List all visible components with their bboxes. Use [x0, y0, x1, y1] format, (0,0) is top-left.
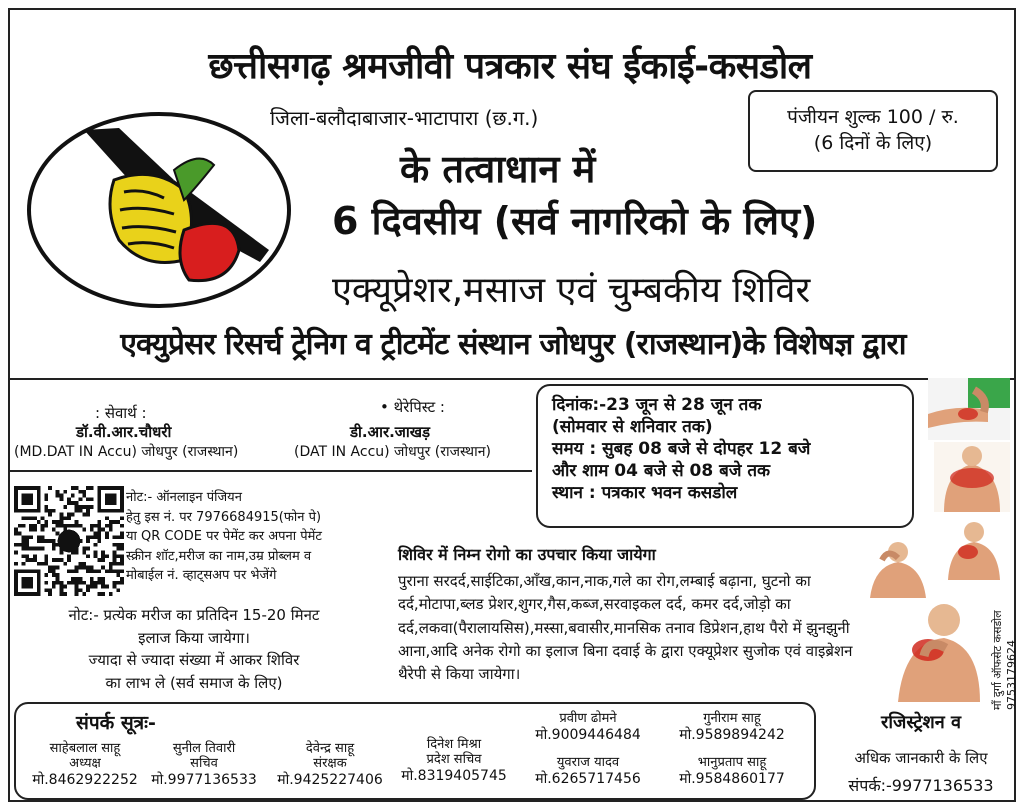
registration-subtitle: अधिक जानकारी के लिए — [854, 749, 988, 767]
registration-box — [826, 702, 1016, 802]
contact-phone[interactable]: मो.9589894242 — [679, 726, 785, 743]
days-heading: 6 दिवसीय (सर्व नागरिको के लिए) — [332, 199, 818, 243]
fee-line-1: पंजीयन शुल्क 100 / रु. — [787, 106, 959, 129]
contact-person — [524, 756, 652, 787]
district-text: जिला-बलौदाबाजार-भाटापारा (छ.ग.) — [270, 106, 539, 130]
back-pain-image — [938, 520, 1010, 580]
payment-note-line-3: या QR CODE पर पेमेंट कर अपना पेमेंट — [126, 529, 322, 544]
contact-role: सचिव — [190, 755, 218, 771]
divider — [10, 470, 532, 472]
registration-phone[interactable]: संपर्क:-9977136533 — [848, 776, 994, 795]
contact-role: प्रदेश सचिव — [426, 751, 482, 767]
printer-credit: माँ दुर्गा ऑफसेट कसडोल 9753179624 — [991, 610, 1018, 710]
contact-name: प्रवीण ढोमने — [559, 711, 617, 726]
contact-phone[interactable]: मो.8462922252 — [32, 771, 138, 788]
contact-name: दिनेश मिश्रा — [426, 737, 482, 752]
contact-person — [668, 712, 796, 743]
contact-phone[interactable]: मो.9584860177 — [679, 770, 785, 787]
schedule-days: (सोमवार से शनिवार तक) — [552, 417, 713, 438]
schedule-time-2: और शाम 04 बजे से 08 बजे तक — [552, 461, 771, 482]
contact-role: संरक्षक — [313, 755, 347, 771]
contact-person — [524, 712, 652, 743]
payment-note-line-1: नोट:- ऑनलाइन पंजियन — [126, 490, 242, 505]
contact-name: साहेबलाल साहू — [49, 741, 121, 756]
contact-person — [668, 756, 796, 787]
schedule-time-1: समय : सुबह 08 बजे से दोपहर 12 बजे — [552, 439, 811, 460]
sevarth-label: : सेवार्थ : — [95, 404, 147, 422]
contact-role: अध्यक्ष — [69, 755, 101, 771]
arm-massage-image — [928, 378, 1010, 440]
therapist-qualification: (DAT IN Accu) जोधपुर (राजस्थान) — [294, 444, 491, 460]
contact-name: युवराज यादव — [556, 755, 620, 770]
contact-phone[interactable]: मो.9425227406 — [277, 771, 383, 788]
schedule-box — [536, 384, 914, 528]
contact-person — [392, 738, 516, 784]
contact-name: गुनीराम साहू — [703, 711, 761, 726]
divider — [10, 378, 1014, 380]
therapist-name: डी.आर.जाखड़ — [350, 423, 431, 441]
sevarth-qualification: (MD.DAT IN Accu) जोधपुर (राजस्थान) — [14, 444, 239, 460]
contact-name: देवेन्द्र साहू — [305, 741, 355, 756]
poster-title: छत्तीसगढ़ श्रमजीवी पत्रकार संघ ईकाई-कसडोल — [208, 46, 812, 87]
patient-note-line-3: ज्यादा से ज्यादा संख्या में आकर शिविर — [88, 651, 300, 669]
payment-note-line-5: मोबाईल नं. व्हाट्सअप पर भेजेंगे — [126, 568, 277, 583]
fist-pen-logo — [24, 110, 294, 310]
patient-note-line-2: इलाज किया जायेगा। — [138, 628, 250, 647]
registration-title: रजिस्ट्रेशन व — [881, 712, 961, 733]
schedule-place: स्थान : पत्रकार भवन कसडोल — [552, 483, 738, 504]
contact-phone[interactable]: मो.9009446484 — [535, 726, 641, 743]
contact-person — [142, 742, 266, 788]
diseases-text: पुराना सरदर्द,साईटिका,आँख,कान,नाक,गले का रोग,लम्बाई बढ़ाना, घुटनो का दर्द,मोटापा,ब्लड प्रेशर,शुगर,गैस,कब्ज,सरवाइकल दर्द, कमर दर्द,जोड़ो का दर्द,लकवा(पैरालायसिस),मस्सा,बवासीर,मानसिक तनाव डिप्रेशन,हाथ पैरो में झुनझुनी आना,आदि अनेक रोगो का इलाज बिना दवाई के द्वारा एक्यूप्रेशर सुजोक एवं वाइब्रेशन थैरेपी से किया जायेगा। — [398, 572, 853, 683]
contact-phone[interactable]: मो.6265717456 — [535, 770, 641, 787]
patient-note — [14, 604, 374, 694]
contact-person — [268, 742, 392, 788]
payment-note — [126, 488, 396, 586]
payment-note-line-4: स्क्रीन शॉट,मरीज का नाम,उम्र प्रोब्लम व — [126, 548, 312, 564]
qr-code[interactable] — [14, 486, 124, 596]
institute-heading: एक्युप्रेसर रिसर्च ट्रेनिग व ट्रीटमेंट संस्थान जोधपुर (राजस्थान)के विशेषज्ञ द्वारा — [120, 327, 906, 362]
therapist-label: • थेरेपिस्ट : — [380, 398, 445, 416]
under-auspices: के तत्वाधान में — [400, 147, 596, 191]
contact-title: संपर्क सूत्रः- — [76, 712, 156, 734]
patient-note-line-4: का लाभ ले (सर्व समाज के लिए) — [105, 673, 283, 692]
fee-line-2: (6 दिनों के लिए) — [813, 132, 933, 154]
contact-phone[interactable]: मो.9977136533 — [151, 771, 257, 788]
contact-name: सुनील तिवारी — [172, 741, 236, 756]
schedule-date: दिनांक:-23 जून से 28 जून तक — [552, 395, 762, 415]
shoulder-pain-image — [884, 598, 988, 702]
contact-phone[interactable]: मो.8319405745 — [401, 767, 507, 784]
contact-name: भानुप्रताप साहू — [697, 755, 767, 770]
sevarth-name: डॉ.वी.आर.चौधरी — [76, 423, 172, 441]
payment-note-line-2: हेतु इस नं. पर 7976684915(फोन पे) — [126, 509, 322, 525]
fee-box — [748, 90, 998, 172]
camp-heading: एक्यूप्रेशर,मसाज एवं चुम्बकीय शिविर — [332, 270, 811, 311]
diseases-title: शिविर में निम्न रोगो का उपचार किया जायेगा — [398, 545, 656, 564]
shoulder-anatomy-image — [934, 442, 1010, 512]
contact-person — [22, 742, 148, 788]
patient-note-line-1: नोट:- प्रत्येक मरीज का प्रतिदिन 15-20 मिनट — [68, 606, 320, 624]
